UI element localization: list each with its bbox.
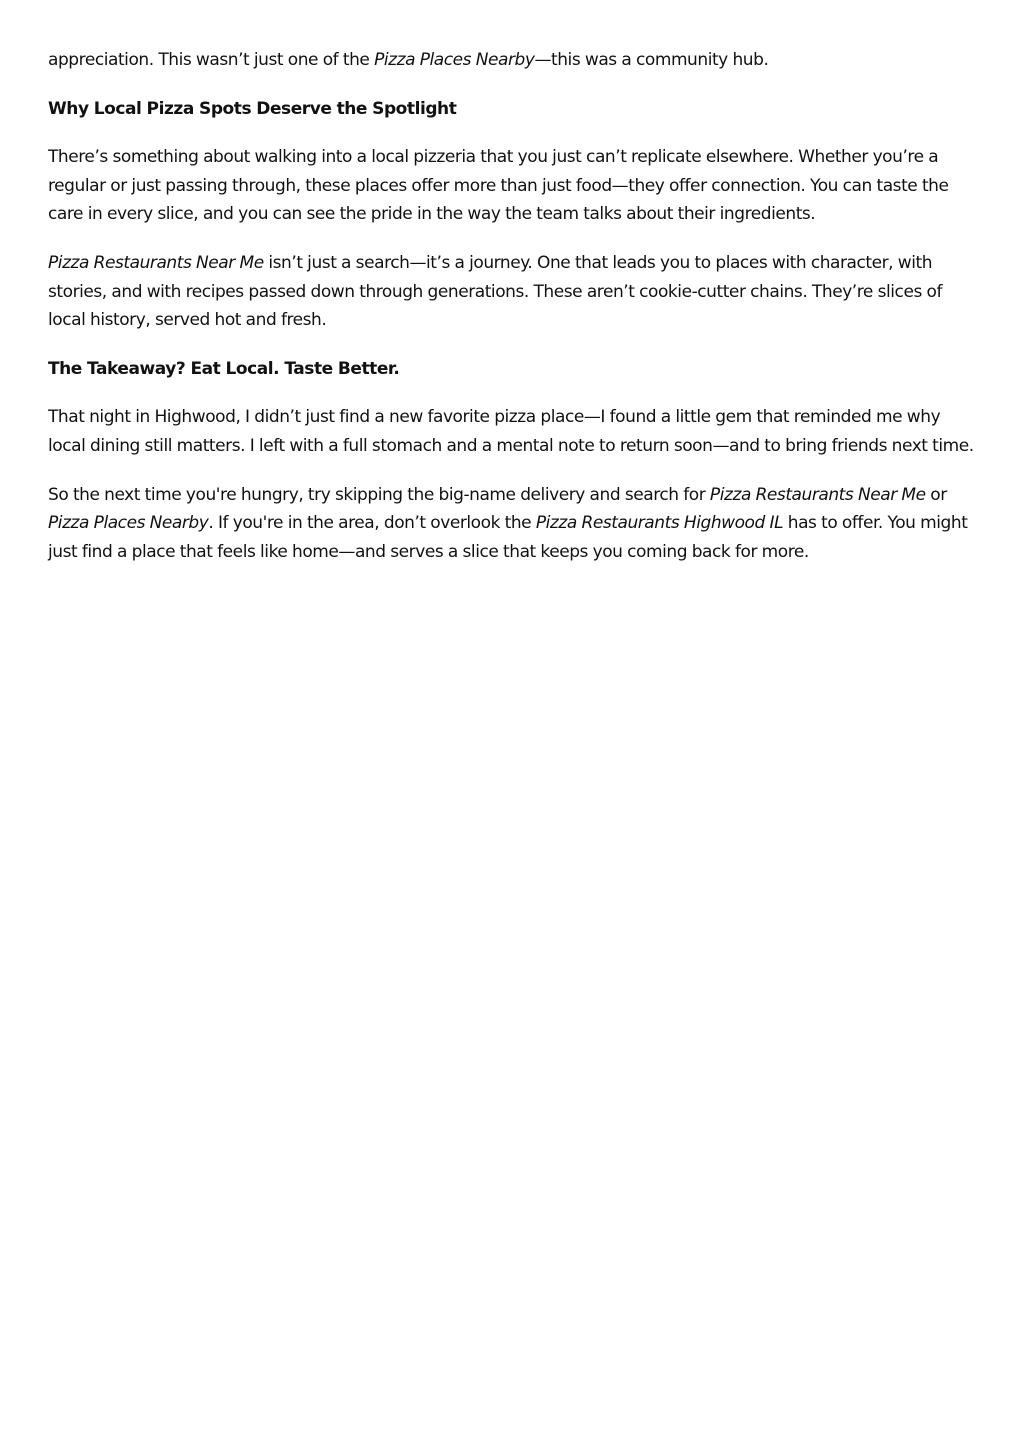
closing-italic-phrase-1: Pizza Restaurants Near Me: [709, 484, 926, 505]
paragraph-intro: [48, 46, 978, 75]
document-body: [48, 46, 978, 566]
journey-italic-phrase: Pizza Restaurants Near Me: [48, 252, 264, 273]
intro-italic-phrase: Pizza Places Nearby: [374, 50, 535, 70]
section-heading-takeaway: The Takeaway? Eat Local. Taste Better.: [48, 358, 400, 379]
closing-text-before: So the next time you're hungry, try skipping the big-name delivery and search for: [48, 484, 710, 505]
closing-italic-phrase-2: Pizza Places Nearby: [48, 513, 209, 534]
closing-text-after: has to offer. You might just find a place that feels like home—and serves a slice that keeps you coming back for more.: [48, 513, 968, 562]
intro-text-after: —this was a community hub.: [534, 50, 769, 70]
journey-text-after: isn’t just a search—it’s a journey. One that leads you to places with character, with stories, and with recipes passed down through generations. These aren’t cookie-cutter chains. They’re slices of local history, served hot and fresh.: [48, 252, 942, 331]
section-heading-spotlight: Why Local Pizza Spots Deserve the Spotlight: [48, 98, 457, 119]
closing-text-mid-2: . If you're in the area, don’t overlook the: [208, 513, 536, 534]
paragraph-spotlight: There’s something about walking into a local pizzeria that you just can’t replicate elsewhere. Whether you’re a regular or just passing through, these places offer more than just food—they offer connection. You can taste the care in every slice, and you can see the pride in the way the team talks about their ingredients.: [48, 147, 949, 225]
intro-text-before: appreciation. This wasn’t just one of the: [48, 50, 375, 70]
paragraph-journey: [48, 249, 978, 335]
paragraph-highwood: That night in Highwood, I didn’t just find a new favorite pizza place—I found a little gem that reminded me why local dining still matters. I left with a full stomach and a mental note to return soon—and to bring friends next time.: [48, 407, 974, 456]
closing-text-mid-1: or: [925, 484, 947, 505]
paragraph-closing: [48, 481, 978, 567]
closing-italic-phrase-3: Pizza Restaurants Highwood IL: [535, 513, 784, 534]
